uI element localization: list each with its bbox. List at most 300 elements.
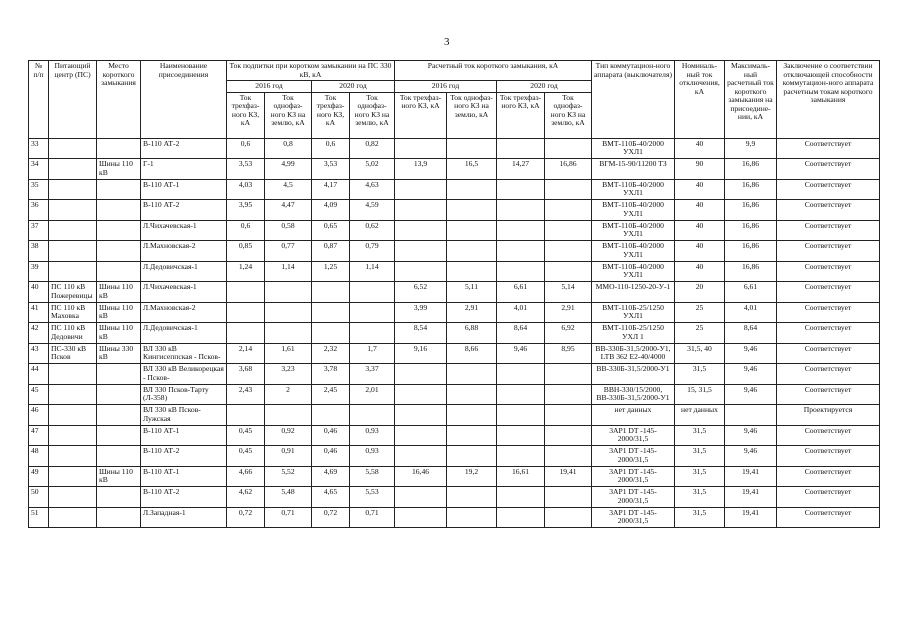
- row-place: [97, 384, 141, 405]
- row-center: [49, 220, 97, 241]
- row-number: 35: [29, 179, 49, 200]
- row-number: 50: [29, 487, 49, 508]
- rated-current: 20: [675, 282, 725, 303]
- row-center: [49, 159, 97, 180]
- calc-2020-one: 5,14: [545, 282, 592, 303]
- feed-2020-one: [350, 282, 395, 303]
- calc-2020-one: [545, 446, 592, 467]
- row-center: [49, 179, 97, 200]
- col-feed-2020-three: Ток трехфаз-ного КЗ, кА: [312, 92, 350, 138]
- calc-2016-one: 16,5: [447, 159, 497, 180]
- row-center: ПС-330 кВ Псков: [49, 343, 97, 364]
- switch-type: ВМТ-110Б-40/2000 УХЛ1: [592, 200, 675, 221]
- row-name: ВЛ 330 кВ Великорецкая - Псков-: [141, 364, 227, 385]
- calc-2020-one: [545, 179, 592, 200]
- page-number: 3: [444, 36, 450, 48]
- conclusion: Соответствует: [777, 343, 880, 364]
- feed-2016-one: 1,61: [265, 343, 312, 364]
- table-row: [29, 343, 880, 364]
- row-number: 49: [29, 466, 49, 487]
- row-number: 33: [29, 138, 49, 159]
- feed-2016-one: 3,23: [265, 364, 312, 385]
- calc-2016-three: [395, 241, 447, 262]
- row-name: Л.Махновская-2: [141, 302, 227, 323]
- feed-2020-one: 1,7: [350, 343, 395, 364]
- calc-2020-three: [497, 425, 545, 446]
- feed-2020-one: 5,53: [350, 487, 395, 508]
- calc-2016-three: [395, 425, 447, 446]
- conclusion: Соответствует: [777, 487, 880, 508]
- feed-2020-one: 0,79: [350, 241, 395, 262]
- feed-2016-three: 3,53: [227, 159, 265, 180]
- row-center: [49, 138, 97, 159]
- max-current: 4,01: [725, 302, 777, 323]
- conclusion: Соответствует: [777, 220, 880, 241]
- calc-2016-three: [395, 405, 447, 426]
- rated-current: 40: [675, 200, 725, 221]
- row-name: В-110 АТ-2: [141, 200, 227, 221]
- col-place: Место короткого замыкания: [97, 61, 141, 139]
- calc-2020-one: [545, 364, 592, 385]
- max-current: 16,86: [725, 200, 777, 221]
- table-row: [29, 138, 880, 159]
- calc-2016-three: [395, 200, 447, 221]
- row-name: Л.Махновская-2: [141, 241, 227, 262]
- row-center: [49, 241, 97, 262]
- switch-type: 3AP1 DT -145-2000/31,5: [592, 425, 675, 446]
- calc-2016-three: [395, 507, 447, 528]
- feed-2020-three: 0,46: [312, 446, 350, 467]
- switch-type: ВВ-330Б-31,5/2000-У1, LTB 362 E2-40/4000: [592, 343, 675, 364]
- feed-2016-three: 2,14: [227, 343, 265, 364]
- feed-2016-one: [265, 323, 312, 344]
- switch-type: ВМТ-110Б-25/1250 УХЛ 1: [592, 323, 675, 344]
- calc-2016-three: 13,9: [395, 159, 447, 180]
- calc-2016-one: 6,88: [447, 323, 497, 344]
- col-feed-2016-three: Ток трехфаз-ного КЗ, кА: [227, 92, 265, 138]
- max-current: 9,46: [725, 425, 777, 446]
- max-current: 16,86: [725, 241, 777, 262]
- row-name: Л.Чихачевская-1: [141, 282, 227, 303]
- calc-2020-one: [545, 200, 592, 221]
- calc-2020-three: [497, 507, 545, 528]
- col-feed-current: Ток подпитки при коротком замыкании на ПС 330 кВ, кА: [227, 61, 395, 81]
- feed-2020-three: 0,6: [312, 138, 350, 159]
- col-calc-current: Расчетный ток короткого замыкания, кА: [395, 61, 592, 81]
- switch-type: 3AP1 DT -145-2000/31,5: [592, 446, 675, 467]
- feed-2016-one: 2: [265, 384, 312, 405]
- table-row: [29, 405, 880, 426]
- calc-2020-one: 19,41: [545, 466, 592, 487]
- calc-2016-one: [447, 405, 497, 426]
- feed-2016-one: 0,77: [265, 241, 312, 262]
- feed-2020-one: 0,82: [350, 138, 395, 159]
- conclusion: Соответствует: [777, 323, 880, 344]
- feed-2016-one: 4,5: [265, 179, 312, 200]
- row-center: [49, 384, 97, 405]
- table-row: [29, 261, 880, 282]
- row-center: [49, 446, 97, 467]
- feed-2016-three: 2,43: [227, 384, 265, 405]
- row-name: В-110 АТ-2: [141, 446, 227, 467]
- switch-type: 3AP1 DT -145-2000/31,5: [592, 487, 675, 508]
- switch-type: ВМТ-110Б-25/1250 УХЛ1: [592, 302, 675, 323]
- table-row: [29, 364, 880, 385]
- switch-type: ВМТ-110Б-40/2000 УХЛ1: [592, 179, 675, 200]
- max-current: 16,86: [725, 220, 777, 241]
- switch-type: ВМТ-110Б-40/2000 УХЛ1: [592, 261, 675, 282]
- conclusion: Соответствует: [777, 138, 880, 159]
- row-number: 46: [29, 405, 49, 426]
- calc-2016-one: [447, 507, 497, 528]
- feed-2020-one: 4,59: [350, 200, 395, 221]
- feed-2020-one: 0,71: [350, 507, 395, 528]
- max-current: 8,64: [725, 323, 777, 344]
- calc-2016-one: [447, 487, 497, 508]
- feed-2016-one: 5,52: [265, 466, 312, 487]
- row-center: [49, 200, 97, 221]
- calc-2020-three: [497, 220, 545, 241]
- short-circuit-table: [28, 60, 880, 528]
- row-name: ВЛ 330 кВ Псков-Лужская: [141, 405, 227, 426]
- feed-2020-three: 1,25: [312, 261, 350, 282]
- switch-type: ВВН-330/15/2000, ВВ-330Б-31,5/2000-У1: [592, 384, 675, 405]
- row-place: [97, 138, 141, 159]
- calc-2020-one: [545, 384, 592, 405]
- max-current: 19,41: [725, 487, 777, 508]
- row-name: Л.Западная-1: [141, 507, 227, 528]
- row-name: ВЛ 330 кВ Кингисеппская - Псков-: [141, 343, 227, 364]
- switch-type: ММО-110-1250-20-У-1: [592, 282, 675, 303]
- table-row: [29, 384, 880, 405]
- feed-2016-one: 0,58: [265, 220, 312, 241]
- col-name: Наименование присоединения: [141, 61, 227, 139]
- table-row: [29, 466, 880, 487]
- calc-2016-one: [447, 200, 497, 221]
- max-current: 16,86: [725, 179, 777, 200]
- table-row: [29, 446, 880, 467]
- calc-2020-three: [497, 384, 545, 405]
- rated-current: 40: [675, 220, 725, 241]
- conclusion: Соответствует: [777, 159, 880, 180]
- conclusion: Соответствует: [777, 179, 880, 200]
- conclusion: Соответствует: [777, 425, 880, 446]
- calc-2016-three: 8,54: [395, 323, 447, 344]
- table-body: [29, 138, 880, 528]
- feed-2020-three: 4,69: [312, 466, 350, 487]
- calc-2016-three: [395, 220, 447, 241]
- max-current: 9,46: [725, 384, 777, 405]
- switch-type: ВМТ-110Б-40/2000 УХЛ1: [592, 220, 675, 241]
- calc-2020-one: [545, 241, 592, 262]
- feed-2016-one: 0,71: [265, 507, 312, 528]
- max-current: 9,46: [725, 364, 777, 385]
- conclusion: Соответствует: [777, 282, 880, 303]
- table-row: [29, 282, 880, 303]
- feed-2016-three: 0,45: [227, 425, 265, 446]
- row-place: [97, 364, 141, 385]
- feed-2020-three: 0,46: [312, 425, 350, 446]
- feed-2020-three: 4,65: [312, 487, 350, 508]
- calc-2020-three: [497, 364, 545, 385]
- feed-2016-three: [227, 302, 265, 323]
- row-number: 44: [29, 364, 49, 385]
- row-name: В-110 АТ-1: [141, 425, 227, 446]
- col-num: № п/п: [29, 61, 49, 139]
- row-number: 40: [29, 282, 49, 303]
- rated-current: нет данных: [675, 405, 725, 426]
- row-place: [97, 241, 141, 262]
- calc-2016-one: 8,66: [447, 343, 497, 364]
- row-place: Шины 110 кВ: [97, 323, 141, 344]
- calc-2020-one: 6,92: [545, 323, 592, 344]
- conclusion: Соответствует: [777, 384, 880, 405]
- calc-2020-three: [497, 179, 545, 200]
- calc-2020-one: 2,91: [545, 302, 592, 323]
- row-place: [97, 261, 141, 282]
- max-current: 9,46: [725, 446, 777, 467]
- conclusion: Соответствует: [777, 446, 880, 467]
- rated-current: 31,5: [675, 364, 725, 385]
- feed-2016-one: 0,91: [265, 446, 312, 467]
- switch-type: ВГМ-15-90/11200 ТЗ: [592, 159, 675, 180]
- calc-2016-one: [447, 179, 497, 200]
- switch-type: нет данных: [592, 405, 675, 426]
- row-name: В-110 АТ-1: [141, 466, 227, 487]
- max-current: 19,41: [725, 507, 777, 528]
- row-place: Шины 330 кВ: [97, 343, 141, 364]
- feed-2016-one: 0,92: [265, 425, 312, 446]
- max-current: 9,9: [725, 138, 777, 159]
- calc-2016-three: [395, 261, 447, 282]
- row-center: ПС 110 кВ Пожеревицы: [49, 282, 97, 303]
- row-number: 43: [29, 343, 49, 364]
- row-center: [49, 507, 97, 528]
- row-place: Шины 110 кВ: [97, 466, 141, 487]
- calc-2020-one: [545, 138, 592, 159]
- row-name: ВЛ 330 Псков-Тарту (Л-358): [141, 384, 227, 405]
- row-number: 48: [29, 446, 49, 467]
- row-place: [97, 446, 141, 467]
- row-number: 47: [29, 425, 49, 446]
- col-feed-2020: 2020 год: [312, 81, 395, 93]
- row-name: Л.Дедовичская-1: [141, 261, 227, 282]
- row-place: Шины 110 кВ: [97, 159, 141, 180]
- max-current: [725, 405, 777, 426]
- col-calc-2016: 2016 год: [395, 81, 497, 93]
- calc-2020-three: [497, 261, 545, 282]
- rated-current: 40: [675, 138, 725, 159]
- calc-2020-three: [497, 200, 545, 221]
- feed-2020-one: 0,62: [350, 220, 395, 241]
- calc-2016-one: [447, 241, 497, 262]
- row-number: 42: [29, 323, 49, 344]
- calc-2016-three: [395, 364, 447, 385]
- feed-2020-one: 5,58: [350, 466, 395, 487]
- feed-2020-one: 3,37: [350, 364, 395, 385]
- calc-2020-three: 16,61: [497, 466, 545, 487]
- row-center: [49, 261, 97, 282]
- row-center: [49, 487, 97, 508]
- col-calc-2020-one: Ток однофаз-ного КЗ на землю, кА: [545, 92, 592, 138]
- row-number: 34: [29, 159, 49, 180]
- feed-2016-three: [227, 282, 265, 303]
- table-row: [29, 507, 880, 528]
- row-place: [97, 405, 141, 426]
- feed-2020-three: [312, 405, 350, 426]
- feed-2020-three: 3,78: [312, 364, 350, 385]
- feed-2020-one: [350, 323, 395, 344]
- feed-2016-three: 1,24: [227, 261, 265, 282]
- feed-2020-one: 0,93: [350, 425, 395, 446]
- calc-2020-three: 14,27: [497, 159, 545, 180]
- switch-type: ВМТ-110Б-40/2000 УХЛ1: [592, 138, 675, 159]
- feed-2020-one: 5,02: [350, 159, 395, 180]
- table-row: [29, 323, 880, 344]
- row-center: [49, 405, 97, 426]
- table-row: [29, 302, 880, 323]
- conclusion: Соответствует: [777, 200, 880, 221]
- col-feed-2016: 2016 год: [227, 81, 312, 93]
- calc-2016-three: 6,52: [395, 282, 447, 303]
- feed-2016-one: [265, 302, 312, 323]
- table-row: [29, 487, 880, 508]
- row-center: [49, 364, 97, 385]
- calc-2016-one: [447, 138, 497, 159]
- row-number: 45: [29, 384, 49, 405]
- calc-2016-three: 9,16: [395, 343, 447, 364]
- col-calc-2016-three: Ток трехфаз-ного КЗ, кА: [395, 92, 447, 138]
- calc-2016-three: [395, 179, 447, 200]
- rated-current: 31,5: [675, 446, 725, 467]
- table-row: [29, 200, 880, 221]
- table-row: [29, 159, 880, 180]
- feed-2016-three: 0,45: [227, 446, 265, 467]
- feed-2016-one: 4,47: [265, 200, 312, 221]
- col-max-calc: Максималь-ный расчетный ток короткого замыкания на присоедине-нии, кА: [725, 61, 777, 139]
- conclusion: Соответствует: [777, 466, 880, 487]
- feed-2020-one: [350, 405, 395, 426]
- feed-2020-three: 3,53: [312, 159, 350, 180]
- feed-2016-three: [227, 323, 265, 344]
- switch-type: ВМТ-110Б-40/2000 УХЛ1: [592, 241, 675, 262]
- feed-2020-one: 0,93: [350, 446, 395, 467]
- rated-current: 31,5, 40: [675, 343, 725, 364]
- feed-2016-three: 3,68: [227, 364, 265, 385]
- max-current: 6,61: [725, 282, 777, 303]
- feed-2016-three: 4,66: [227, 466, 265, 487]
- row-number: 38: [29, 241, 49, 262]
- row-number: 36: [29, 200, 49, 221]
- col-conclusion: Заключение о соответствии отключающей способности коммутацион-ного аппарата расчетным токам короткого замыкания: [777, 61, 880, 139]
- feed-2020-three: [312, 323, 350, 344]
- feed-2016-three: 0,85: [227, 241, 265, 262]
- calc-2020-one: 8,95: [545, 343, 592, 364]
- max-current: 19,41: [725, 466, 777, 487]
- rated-current: 31,5: [675, 425, 725, 446]
- feed-2020-three: 2,45: [312, 384, 350, 405]
- table-row: [29, 241, 880, 262]
- row-number: 51: [29, 507, 49, 528]
- row-name: В-110 АТ-2: [141, 138, 227, 159]
- calc-2020-one: [545, 425, 592, 446]
- calc-2020-one: 16,86: [545, 159, 592, 180]
- conclusion: Соответствует: [777, 241, 880, 262]
- row-place: Шины 110 кВ: [97, 302, 141, 323]
- feed-2020-one: 1,14: [350, 261, 395, 282]
- row-place: [97, 425, 141, 446]
- row-place: [97, 487, 141, 508]
- calc-2016-one: [447, 384, 497, 405]
- feed-2016-one: [265, 405, 312, 426]
- max-current: 16,86: [725, 159, 777, 180]
- calc-2016-one: [447, 364, 497, 385]
- col-rated: Номиналь-ный ток отключения, кА: [675, 61, 725, 139]
- rated-current: 90: [675, 159, 725, 180]
- feed-2020-one: 2,01: [350, 384, 395, 405]
- row-number: 39: [29, 261, 49, 282]
- row-center: ПС 110 кВ Маховка: [49, 302, 97, 323]
- col-calc-2020-three: Ток трехфаз-ного КЗ, кА: [497, 92, 545, 138]
- col-center: Питающий центр (ПС): [49, 61, 97, 139]
- calc-2020-three: 4,01: [497, 302, 545, 323]
- row-place: [97, 200, 141, 221]
- table-row: [29, 220, 880, 241]
- row-place: Шины 110 кВ: [97, 282, 141, 303]
- conclusion: Соответствует: [777, 261, 880, 282]
- row-place: [97, 179, 141, 200]
- calc-2016-one: 2,91: [447, 302, 497, 323]
- feed-2016-one: [265, 282, 312, 303]
- feed-2016-three: 0,72: [227, 507, 265, 528]
- col-calc-2020: 2020 год: [497, 81, 592, 93]
- feed-2016-three: [227, 405, 265, 426]
- feed-2020-one: 4,63: [350, 179, 395, 200]
- feed-2016-one: 5,48: [265, 487, 312, 508]
- row-center: ПС 110 кВ Дедовичи: [49, 323, 97, 344]
- calc-2020-three: 8,64: [497, 323, 545, 344]
- calc-2016-three: 16,46: [395, 466, 447, 487]
- calc-2020-one: [545, 261, 592, 282]
- feed-2020-three: 0,65: [312, 220, 350, 241]
- row-number: 41: [29, 302, 49, 323]
- calc-2020-one: [545, 507, 592, 528]
- col-feed-2020-one: Ток однофаз-ного КЗ на землю, кА: [350, 92, 395, 138]
- feed-2020-three: 2,32: [312, 343, 350, 364]
- rated-current: 40: [675, 261, 725, 282]
- col-switch-type: Тип коммутацион-ного аппарата (выключателя): [592, 61, 675, 139]
- feed-2020-one: [350, 302, 395, 323]
- rated-current: 15, 31,5: [675, 384, 725, 405]
- feed-2016-three: 4,62: [227, 487, 265, 508]
- feed-2016-three: 0,6: [227, 220, 265, 241]
- feed-2020-three: 4,09: [312, 200, 350, 221]
- row-center: [49, 466, 97, 487]
- table-row: [29, 179, 880, 200]
- calc-2016-one: [447, 446, 497, 467]
- conclusion: Соответствует: [777, 364, 880, 385]
- row-name: В-110 АТ-1: [141, 179, 227, 200]
- row-place: [97, 220, 141, 241]
- switch-type: 3AP1 DT -145-2000/31,5: [592, 466, 675, 487]
- rated-current: 40: [675, 241, 725, 262]
- feed-2016-one: 0,8: [265, 138, 312, 159]
- table-row: [29, 425, 880, 446]
- row-center: [49, 425, 97, 446]
- calc-2016-one: [447, 220, 497, 241]
- rated-current: 25: [675, 323, 725, 344]
- conclusion: Соответствует: [777, 507, 880, 528]
